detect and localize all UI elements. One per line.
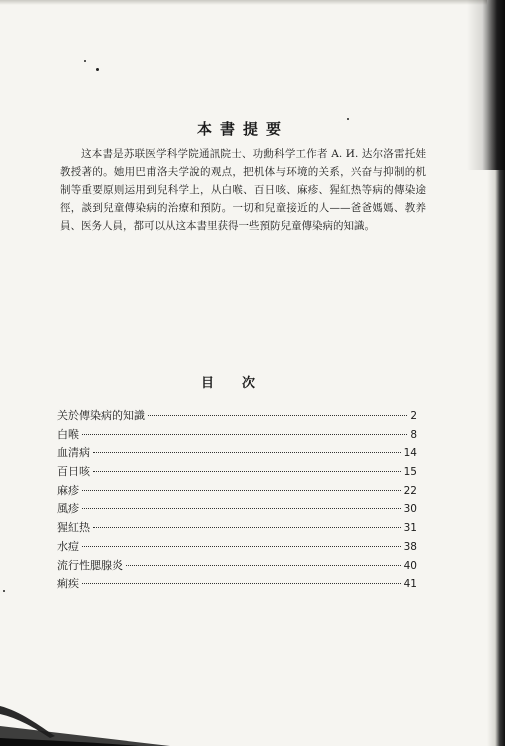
toc-entry (57, 557, 417, 576)
toc-entry-label: 風疹 (57, 502, 79, 516)
toc-leader-dots (148, 415, 407, 416)
summary-text: 这本書是苏联医学科学院通訊院士、功勳科学工作者 A. И. 达尔洛雷托娃教授著的。她用巴甫洛夫学說的观点，把机体与环境的关系，兴奋与抑制的机制等重要原则运用到兒科学上，从白喉、百日咳、麻疹、猩紅热等病的傳染途徑，談到兒童傳染病的治療和預防。一切和兒童接近的人——爸爸媽媽、教养員、医务人員，都可以从这本書里获得一些預防兒童傳染病的知識。 (60, 148, 426, 232)
scan-smudge-bottom-left (0, 666, 170, 746)
toc-entry-page: 41 (403, 578, 417, 591)
toc-entry (57, 407, 417, 426)
toc-entry-page: 38 (403, 540, 417, 553)
toc-leader-dots (82, 508, 401, 509)
toc-leader-dots (82, 490, 401, 491)
scan-speck (96, 68, 99, 71)
toc-title: 目次 (200, 376, 283, 391)
scan-edge-top (0, 0, 505, 5)
scan-edge-right-shadow (467, 0, 505, 170)
toc-entry-label: 猩紅热 (57, 521, 90, 535)
toc-entry-label: 流行性腮腺炎 (57, 558, 123, 572)
toc-entry-label: 关於傳染病的知識 (57, 409, 145, 422)
toc-leader-dots (93, 471, 401, 472)
toc-entry-label: 麻疹 (57, 483, 79, 497)
summary-section (60, 118, 426, 235)
toc-entry-page: 8 (410, 428, 417, 441)
toc-entry-page: 40 (403, 559, 417, 572)
toc-entry-page: 22 (403, 484, 417, 497)
toc-entry-label: 痢疾 (57, 577, 79, 591)
toc-entry (57, 482, 417, 501)
toc-entry (57, 519, 417, 538)
table-of-contents (57, 372, 417, 594)
toc-entry-page: 31 (403, 522, 417, 535)
toc-entry-label: 白喉 (57, 427, 79, 441)
toc-list (57, 407, 417, 594)
scan-speck (84, 60, 86, 62)
toc-entry-label: 水痘 (57, 539, 79, 553)
toc-entry (57, 575, 417, 594)
toc-leader-dots (126, 565, 401, 566)
toc-entry-page: 14 (403, 447, 417, 460)
toc-entry-page: 30 (403, 503, 417, 516)
toc-leader-dots (82, 583, 401, 584)
toc-leader-dots (93, 452, 401, 453)
toc-entry (57, 463, 417, 482)
toc-leader-dots (82, 546, 401, 547)
summary-title: 本書提要 (196, 120, 289, 138)
toc-leader-dots (93, 527, 401, 528)
toc-entry (57, 444, 417, 463)
toc-entry (57, 426, 417, 445)
toc-entry-label: 血清病 (57, 446, 90, 460)
toc-entry (57, 500, 417, 519)
toc-leader-dots (82, 434, 407, 435)
toc-entry (57, 538, 417, 557)
toc-entry-label: 百日咳 (57, 465, 90, 479)
toc-entry-page: 2 (410, 410, 417, 422)
scan-speck (3, 590, 5, 592)
toc-entry-page: 15 (403, 466, 417, 479)
